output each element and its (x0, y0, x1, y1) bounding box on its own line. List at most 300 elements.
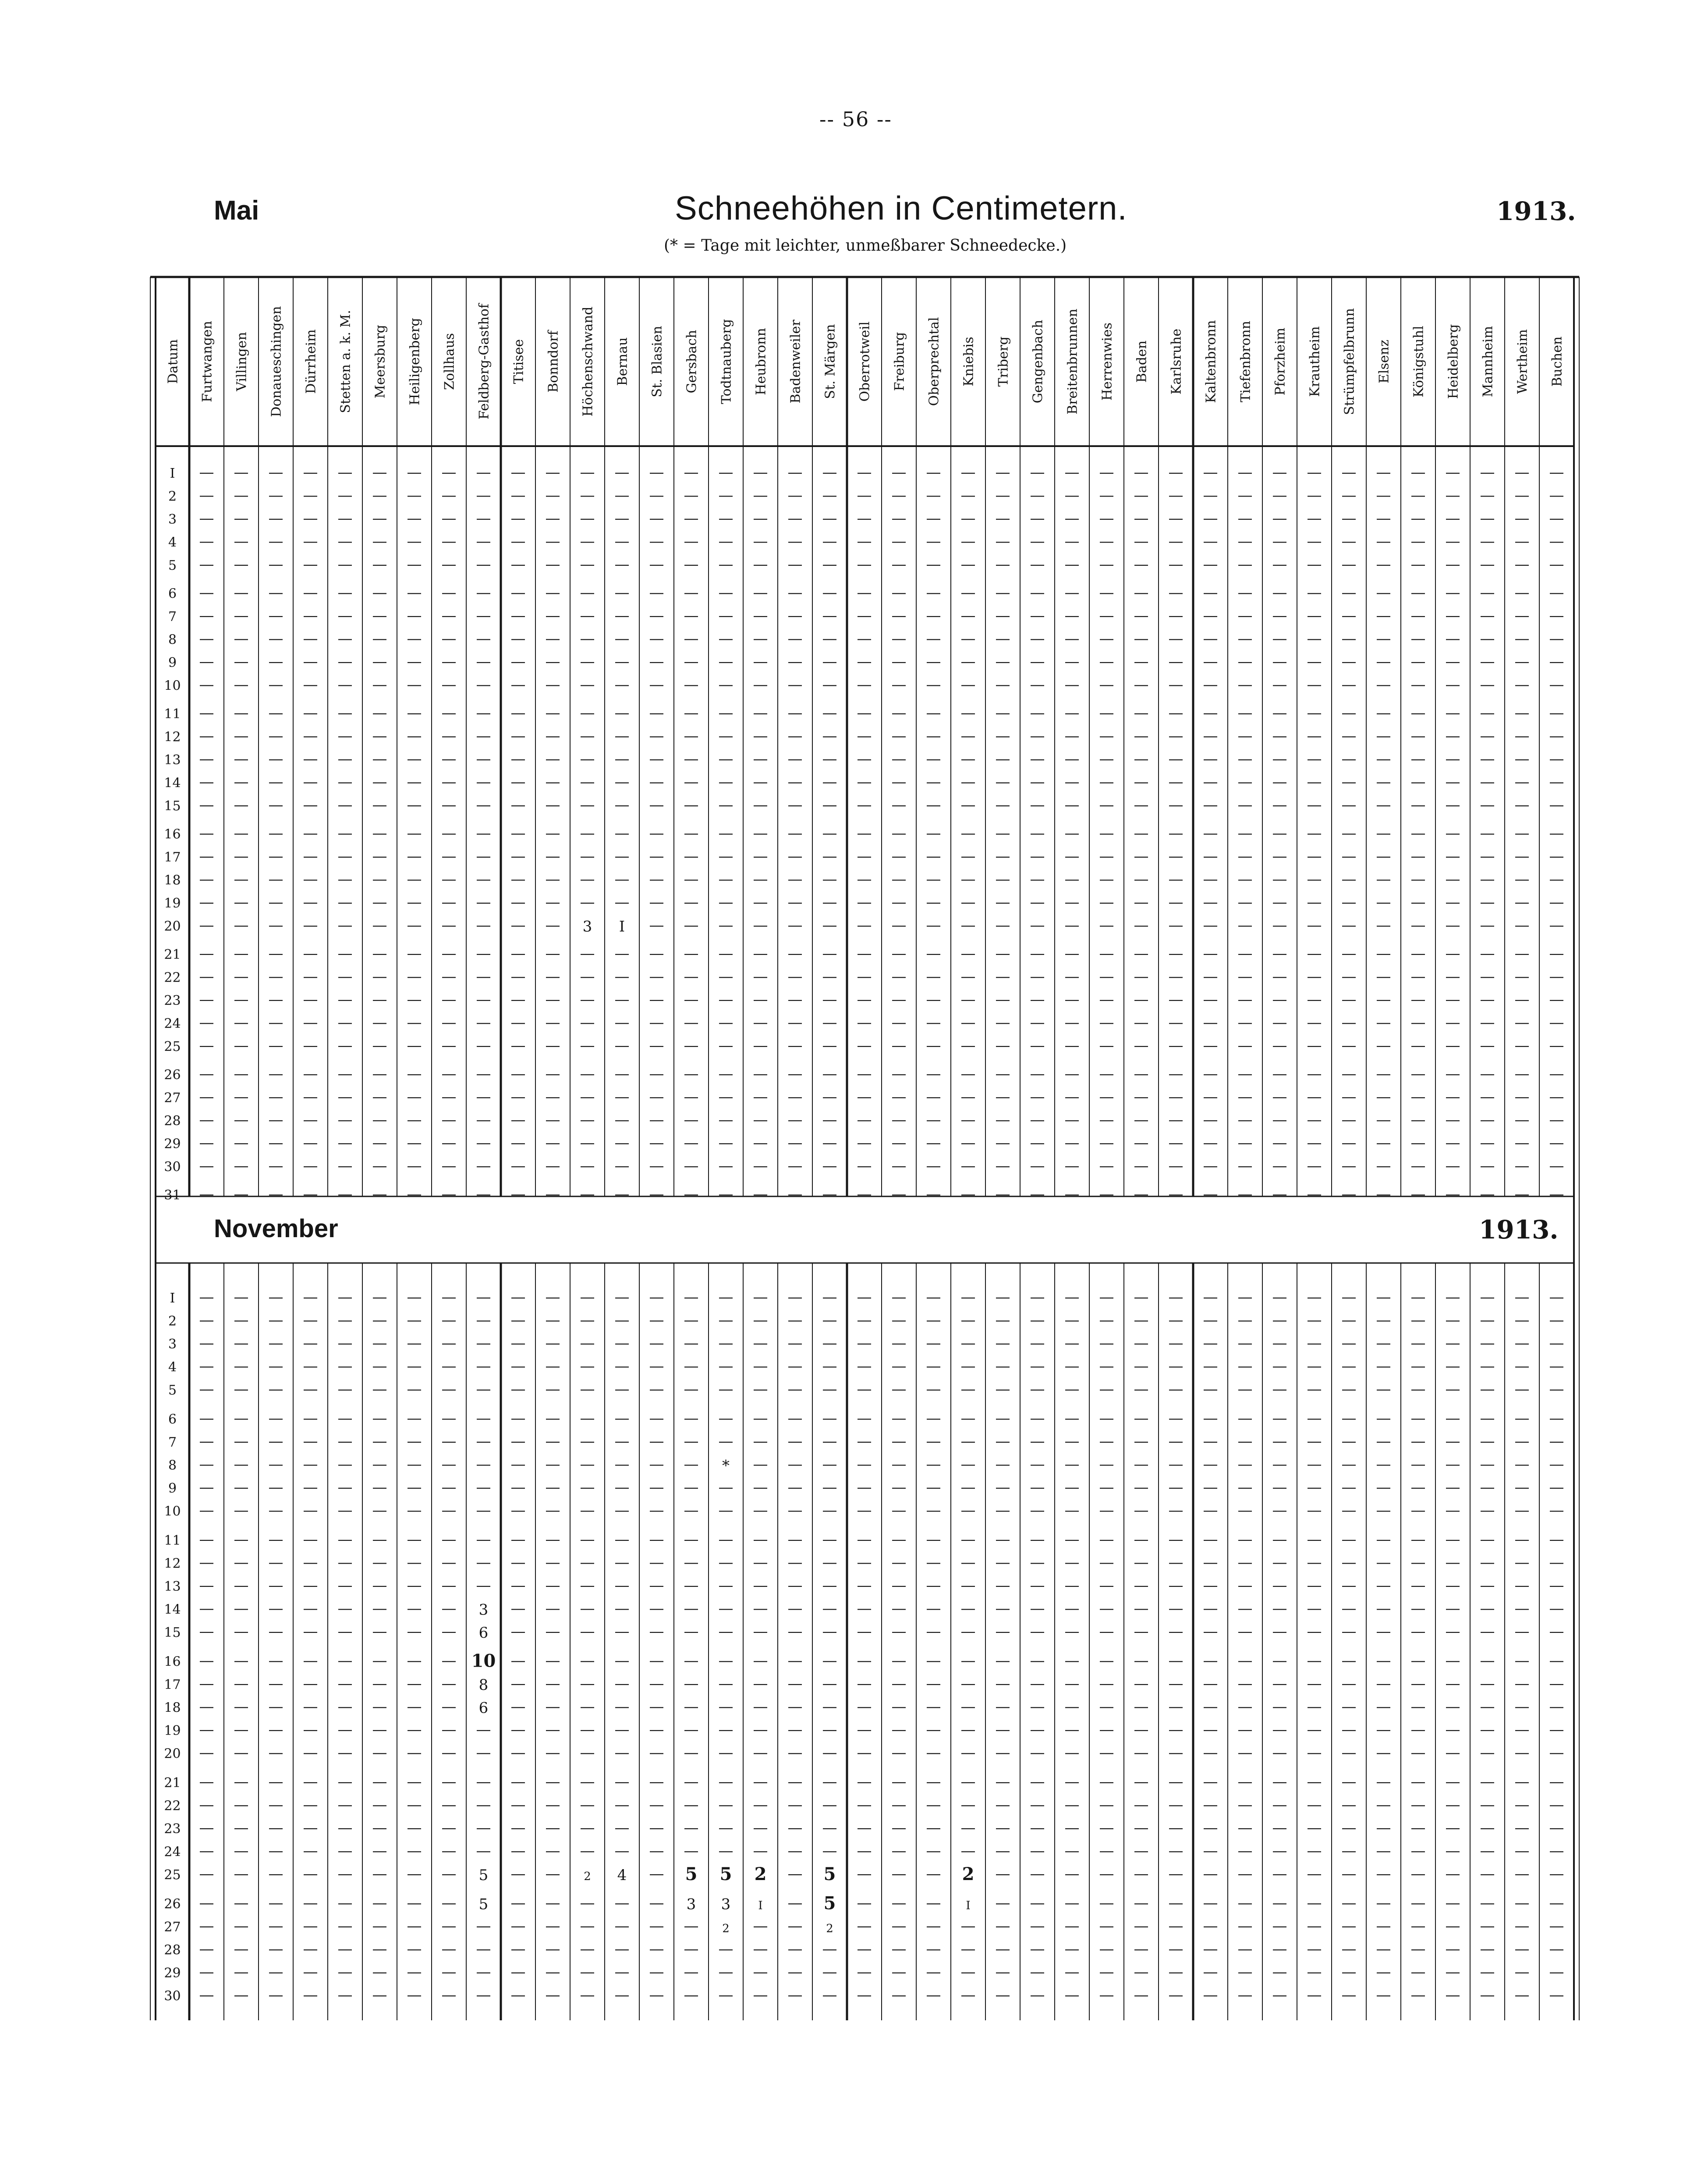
cell-dash: — (1030, 653, 1045, 671)
cell-dash: — (1480, 1894, 1495, 1912)
cell-dash: — (1099, 1819, 1114, 1837)
day-number: 19 (164, 1723, 181, 1739)
cell-dash: — (1134, 1865, 1149, 1883)
cell-dash: — (268, 945, 283, 962)
cell-dash: — (822, 1065, 837, 1083)
cell-dash: — (510, 1311, 526, 1329)
cell-dash: — (891, 773, 907, 791)
cell-dash: — (926, 1842, 941, 1860)
cell-dash: — (1480, 1531, 1495, 1548)
cell-dash: — (822, 894, 837, 911)
cell-dash: — (1514, 916, 1530, 934)
cell-dash: — (1099, 1037, 1114, 1054)
cell-dash: — (1237, 1554, 1253, 1572)
cell-dash: — (960, 1623, 976, 1640)
cell-dash: — (1134, 607, 1149, 624)
cell-dash: — (372, 1652, 387, 1670)
cell-dash: — (1272, 1157, 1287, 1175)
cell-dash: — (268, 1819, 283, 1837)
cell-dash: — (649, 945, 664, 962)
cell-dash: — (303, 1917, 318, 1935)
cell-dash: — (372, 1185, 387, 1203)
cell-dash: — (684, 1037, 699, 1054)
cell-dash: — (372, 1894, 387, 1912)
cell-dash: — (476, 1185, 491, 1203)
cell-dash: — (303, 1773, 318, 1791)
cell-dash: — (1203, 1554, 1218, 1572)
cell-dash: — (1134, 1334, 1149, 1352)
cell-dash: — (926, 1501, 941, 1519)
cell-dash: — (718, 796, 734, 814)
cell-dash: — (960, 1185, 976, 1203)
cell-dash: — (1099, 1675, 1114, 1692)
cell-dash: — (1168, 1531, 1184, 1548)
cell-dash: — (1030, 1554, 1045, 1572)
cell-dash: — (1410, 1288, 1426, 1306)
cell-dash: — (614, 704, 630, 722)
cell-dash: — (787, 1721, 803, 1739)
cell-dash: — (822, 486, 837, 504)
cell-dash: — (684, 704, 699, 722)
cell-dash: — (1549, 1380, 1564, 1398)
cell-dash: — (1203, 1819, 1218, 1837)
cell-dash: — (822, 556, 837, 573)
cell-dash: — (891, 1675, 907, 1692)
cell-dash: — (684, 848, 699, 865)
cell-dash: — (857, 1652, 872, 1670)
cell-dash: — (1064, 1037, 1080, 1054)
cell-dash: — (1030, 556, 1045, 573)
cell-dash: — (891, 1409, 907, 1427)
column-header-station: Höchenschwand (580, 306, 596, 417)
cell-dash: — (857, 1721, 872, 1739)
cell-dash: — (787, 796, 803, 814)
cell-dash: — (234, 1501, 249, 1519)
cell-dash: — (580, 584, 595, 602)
cell-dash: — (1341, 773, 1357, 791)
cell-dash: — (580, 1065, 595, 1083)
cell-dash: — (441, 1065, 457, 1083)
column-header-station: Breitenbrunnen (1065, 309, 1081, 415)
day-number: 23 (164, 993, 181, 1008)
cell-dash: — (684, 1819, 699, 1837)
cell-dash: — (926, 464, 941, 481)
cell-dash: — (614, 773, 630, 791)
cell-dash: — (822, 916, 837, 934)
cell-dash: — (1272, 1894, 1287, 1912)
cell-dash: — (1134, 653, 1149, 671)
cell-dash: — (1514, 1577, 1530, 1594)
cell-dash: — (614, 1652, 630, 1670)
cell-dash: — (441, 1963, 457, 1981)
column-header-station: Heubronn (753, 328, 769, 395)
cell-dash: — (372, 1721, 387, 1739)
cell-dash: — (441, 1288, 457, 1306)
cell-dash: — (1341, 1600, 1357, 1618)
cell-dash: — (407, 1819, 422, 1837)
cell-dash: — (234, 1088, 249, 1106)
cell-dash: — (545, 532, 560, 550)
cell-dash: — (199, 991, 214, 1008)
cell-dash: — (1134, 1134, 1149, 1152)
cell-dash: — (960, 704, 976, 722)
cell-dash: — (580, 630, 595, 648)
cell-dash: — (857, 1334, 872, 1352)
cell-dash: — (337, 1773, 353, 1791)
cell-dash: — (580, 1623, 595, 1640)
cell-dash: — (199, 1014, 214, 1032)
cell-dash: — (891, 727, 907, 745)
cell-dash: — (857, 1380, 872, 1398)
cell-dash: — (337, 1311, 353, 1329)
cell-dash: — (891, 1698, 907, 1716)
cell-dash: — (1237, 1409, 1253, 1427)
cell-dash: — (718, 945, 734, 962)
cell-dash: — (1445, 1288, 1460, 1306)
cell-dash: — (1272, 1796, 1287, 1814)
cell-dash: — (337, 1134, 353, 1152)
cell-dash: — (787, 464, 803, 481)
column-header-station: Herrenwies (1099, 322, 1115, 401)
cell-dash: — (199, 1357, 214, 1375)
cell-dash: — (649, 1479, 664, 1496)
cell-dash: — (614, 630, 630, 648)
cell-dash: — (1549, 1819, 1564, 1837)
cell-dash: — (303, 870, 318, 888)
cell-dash: — (1549, 1721, 1564, 1739)
cell-dash: — (1203, 676, 1218, 694)
cell-dash: — (1030, 1134, 1045, 1152)
cell-dash: — (545, 607, 560, 624)
cell-dash: — (199, 1111, 214, 1129)
cell-dash: — (1480, 1698, 1495, 1716)
cell-dash: — (545, 1940, 560, 1958)
cell-dash: — (268, 464, 283, 481)
cell-dash: — (441, 486, 457, 504)
cell-dash: — (1237, 1157, 1253, 1175)
cell-dash: — (1410, 1014, 1426, 1032)
cell-dash: — (1099, 870, 1114, 888)
cell-dash: — (649, 1744, 664, 1762)
cell-dash: — (1341, 945, 1357, 962)
cell-dash: — (268, 584, 283, 602)
cell-dash: — (476, 1796, 491, 1814)
cell-dash: — (1203, 1600, 1218, 1618)
cell-dash: — (441, 464, 457, 481)
cell-dash: — (1203, 607, 1218, 624)
cell-dash: — (1099, 676, 1114, 694)
cell-dash: — (234, 556, 249, 573)
cell-dash: — (580, 848, 595, 865)
cell-dash: — (891, 676, 907, 694)
cell-dash: — (649, 653, 664, 671)
cell-dash: — (614, 1288, 630, 1306)
cell-dash: — (960, 1773, 976, 1791)
cell-dash: — (1237, 1479, 1253, 1496)
cell-dash: — (372, 653, 387, 671)
cell-dash: — (234, 653, 249, 671)
cell-dash: — (1549, 773, 1564, 791)
cell-dash: — (1445, 773, 1460, 791)
cell-dash: — (1480, 1357, 1495, 1375)
cell-dash: — (1134, 1675, 1149, 1692)
cell-dash: — (1064, 704, 1080, 722)
cell-dash: — (891, 584, 907, 602)
cell-dash: — (1549, 1842, 1564, 1860)
cell-dash: — (891, 1773, 907, 1791)
cell-dash: — (199, 894, 214, 911)
cell-dash: — (1480, 1600, 1495, 1618)
cell-dash: — (614, 1819, 630, 1837)
cell-dash: — (1272, 1652, 1287, 1670)
cell-dash: — (441, 1334, 457, 1352)
cell-dash: — (441, 968, 457, 986)
cell-dash: — (1168, 704, 1184, 722)
cell-dash: — (510, 1479, 526, 1496)
cell-dash: — (1099, 653, 1114, 671)
cell-dash: — (510, 1963, 526, 1981)
cell-dash: — (234, 486, 249, 504)
cell-dash: — (337, 1698, 353, 1716)
cell-dash: — (580, 1554, 595, 1572)
cell-dash: — (1168, 676, 1184, 694)
cell-dash: — (1272, 510, 1287, 527)
cell-dash: — (337, 945, 353, 962)
cell-dash: — (580, 1479, 595, 1496)
cell-dash: — (1064, 1380, 1080, 1398)
cell-dash: — (1376, 1334, 1391, 1352)
cell-dash: — (718, 510, 734, 527)
cell-dash: — (234, 676, 249, 694)
cell-dash: — (753, 704, 768, 722)
cell-dash: — (718, 1940, 734, 1958)
cell-dash: — (718, 1014, 734, 1032)
cell-dash: — (1168, 1185, 1184, 1203)
cell-dash: — (1099, 1065, 1114, 1083)
cell-dash: — (441, 1134, 457, 1152)
cell-dash: — (1307, 1014, 1322, 1032)
cell-dash: — (510, 1014, 526, 1032)
day-number: 2 (168, 489, 177, 504)
cell-dash: — (1410, 1721, 1426, 1739)
cell-dash: — (441, 532, 457, 550)
cell-dash: — (1341, 1455, 1357, 1473)
cell-dash: — (926, 1531, 941, 1548)
cell-dash: — (926, 1796, 941, 1814)
page-number: -- 56 -- (819, 107, 892, 131)
cell-dash: — (926, 848, 941, 865)
cell-dash: — (1030, 916, 1045, 934)
cell-dash: — (1030, 894, 1045, 911)
cell-dash: — (614, 1600, 630, 1618)
day-number: 11 (164, 706, 181, 722)
cell-dash: — (337, 1577, 353, 1594)
cell-dash: — (1237, 1455, 1253, 1473)
cell-dash: — (787, 1288, 803, 1306)
cell-dash: — (1307, 1554, 1322, 1572)
cell-dash: — (476, 916, 491, 934)
cell-dash: — (926, 968, 941, 986)
cell-dash: — (649, 464, 664, 481)
cell-dash: — (1514, 1819, 1530, 1837)
cell-dash: — (1341, 486, 1357, 504)
cell-dash: — (199, 1531, 214, 1548)
cell-dash: — (545, 1865, 560, 1883)
cell-dash: — (857, 1037, 872, 1054)
cell-dash: — (926, 1698, 941, 1716)
cell-dash: — (476, 1940, 491, 1958)
cell-dash: — (1549, 1698, 1564, 1716)
cell-dash: — (787, 1675, 803, 1692)
column-header-station: Donaueschingen (269, 306, 284, 417)
cell-dash: — (926, 1652, 941, 1670)
cell-dash: — (891, 510, 907, 527)
cell-dash: — (995, 1917, 1010, 1935)
cell-dash: — (407, 486, 422, 504)
cell-dash: — (268, 916, 283, 934)
day-number: 26 (164, 1896, 181, 1912)
cell-dash: — (580, 1819, 595, 1837)
cell-dash: — (441, 1088, 457, 1106)
cell-dash: — (268, 486, 283, 504)
cell-dash: — (891, 1455, 907, 1473)
cell-dash: — (1203, 1623, 1218, 1640)
cell-dash: — (1514, 1065, 1530, 1083)
cell-dash: — (372, 1380, 387, 1398)
cell-dash: — (580, 510, 595, 527)
column-header-station: Mannheim (1480, 326, 1496, 397)
column-header-station: Heiligenberg (407, 318, 423, 405)
cell-dash: — (268, 1433, 283, 1450)
column-header-station: Kniebis (961, 337, 977, 387)
cell-dash: — (268, 1134, 283, 1152)
cell-dash: — (891, 945, 907, 962)
cell-dash: — (649, 894, 664, 911)
cell-dash: — (822, 1796, 837, 1814)
cell-dash: — (787, 584, 803, 602)
cell-dash: — (1030, 1940, 1045, 1958)
cell-dash: — (1445, 1773, 1460, 1791)
cell-dash: — (303, 1433, 318, 1450)
cell-dash: — (1445, 1652, 1460, 1670)
cell-dash: — (787, 1037, 803, 1054)
cell-dash: — (891, 1531, 907, 1548)
cell-dash: — (1237, 968, 1253, 986)
cell-dash: — (268, 968, 283, 986)
cell-dash: — (1445, 584, 1460, 602)
cell-dash: — (822, 1380, 837, 1398)
cell-dash: — (234, 1940, 249, 1958)
cell-dash: — (1203, 1479, 1218, 1496)
cell-dash: — (1341, 1963, 1357, 1981)
cell-dash: — (337, 630, 353, 648)
cell-dash: — (407, 1501, 422, 1519)
cell-dash: — (960, 1986, 976, 2004)
cell-dash: — (268, 1111, 283, 1129)
cell-dash: — (1410, 676, 1426, 694)
cell-dash: — (960, 1577, 976, 1594)
cell-dash: — (580, 1311, 595, 1329)
cell-dash: — (1307, 1577, 1322, 1594)
cell-dash: — (1134, 1744, 1149, 1762)
cell-dash: — (1410, 704, 1426, 722)
cell-dash: — (649, 1698, 664, 1716)
cell-dash: — (1168, 1600, 1184, 1618)
cell-dash: — (1099, 796, 1114, 814)
cell-dash: — (1341, 894, 1357, 911)
cell-dash: — (1410, 1744, 1426, 1762)
cell-dash: — (1514, 945, 1530, 962)
cell-dash: — (684, 1455, 699, 1473)
cell-value: 6 (478, 1699, 489, 1717)
cell-value: 4 (617, 1866, 627, 1884)
cell-dash: — (372, 1819, 387, 1837)
cell-dash: — (926, 1554, 941, 1572)
cell-dash: — (753, 1721, 768, 1739)
cell-dash: — (1549, 1531, 1564, 1548)
cell-dash: — (510, 464, 526, 481)
cell-dash: — (1099, 1288, 1114, 1306)
cell-dash: — (1307, 1894, 1322, 1912)
cell-dash: — (1480, 1501, 1495, 1519)
cell-dash: — (1445, 1940, 1460, 1958)
cell-dash: — (407, 1986, 422, 2004)
cell-dash: — (1549, 1185, 1564, 1203)
cell-dash: — (510, 1554, 526, 1572)
cell-dash: — (580, 727, 595, 745)
cell-dash: — (684, 1479, 699, 1496)
cell-dash: — (1341, 1134, 1357, 1152)
cell-dash: — (1480, 796, 1495, 814)
cell-dash: — (1168, 630, 1184, 648)
cell-dash: — (268, 773, 283, 791)
cell-dash: — (1134, 1917, 1149, 1935)
cell-dash: — (580, 486, 595, 504)
cell-dash: — (1168, 1623, 1184, 1640)
cell-dash: — (372, 584, 387, 602)
cell-dash: — (1410, 653, 1426, 671)
cell-dash: — (234, 1842, 249, 1860)
cell-dash: — (268, 1963, 283, 1981)
cell-dash: — (1307, 676, 1322, 694)
cell-value: 2 (826, 1922, 833, 1935)
cell-dash: — (1030, 1014, 1045, 1032)
cell-dash: — (1549, 1134, 1564, 1152)
cell-dash: — (649, 727, 664, 745)
cell-dash: — (1064, 1288, 1080, 1306)
cell-dash: — (510, 1531, 526, 1548)
cell-dash: — (234, 1917, 249, 1935)
cell-dash: — (199, 1698, 214, 1716)
cell-dash: — (1203, 1288, 1218, 1306)
cell-dash: — (337, 916, 353, 934)
cell-dash: — (1480, 870, 1495, 888)
cell-dash: — (476, 1455, 491, 1473)
cell-dash: — (1064, 1357, 1080, 1375)
cell-dash: — (234, 991, 249, 1008)
cell-dash: — (1099, 773, 1114, 791)
cell-dash: — (614, 1894, 630, 1912)
cell-dash: — (441, 1157, 457, 1175)
cell-dash: — (1272, 991, 1287, 1008)
cell-dash: — (787, 1819, 803, 1837)
cell-dash: — (1203, 1501, 1218, 1519)
cell-dash: — (510, 653, 526, 671)
cell-dash: — (1445, 532, 1460, 550)
cell-dash: — (649, 607, 664, 624)
cell-dash: — (1480, 1819, 1495, 1837)
cell-dash: — (684, 1796, 699, 1814)
